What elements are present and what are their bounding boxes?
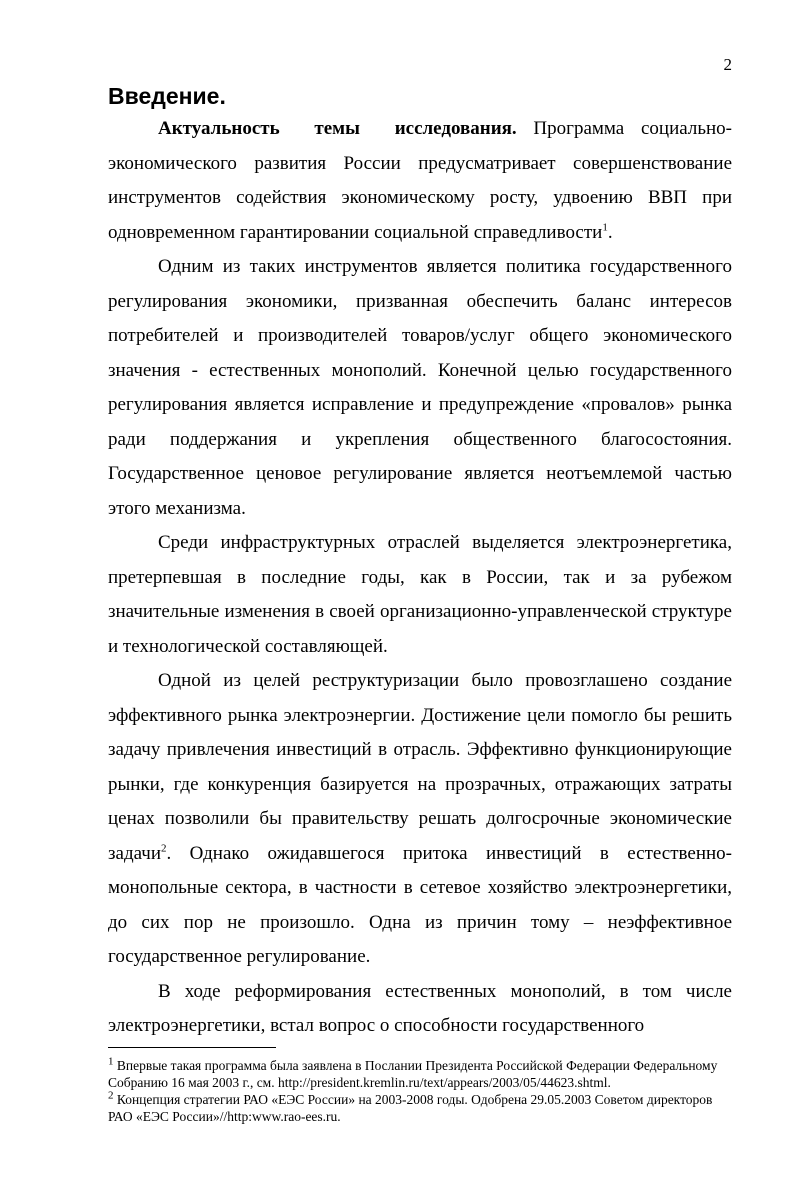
relevance-text-end: . <box>607 221 613 243</box>
footnote-divider <box>108 1047 276 1048</box>
footnote-ref-2[interactable]: 2 <box>161 842 167 855</box>
paragraph-regulation: Одним из таких инструментов является политика государственного регулирования экономики, призванная обеспечить баланс интересов потребителей и производителей товаров/услуг общего экономического значения - естественных монополий. Конечной целью государственного регулирования является исправление и предупреждение «провалов» рынка ради поддержания и укрепления общественного благосостояния. Государственное ценовое регулирование является неотъемлемой частью этого механизма. <box>108 256 732 519</box>
footnote-2 <box>108 1091 728 1125</box>
footnote-text: Впервые такая программа была заявлена в Послании Президента Российской Федерации Федеральному Собранию 16 мая 2003 г., см. http://president.kremlin.ru/text/appears/2003/05/44623.shtml. <box>108 1058 718 1090</box>
restructuring-text-rest: . Однако ожидавшегося притока инвестиций в естественно-монопольные сектора, в частности в сетевое хозяйство электроэнергетики, до сих пор не произошло. Одна из причин тому – неэффективное государственное регулирование. <box>108 842 732 967</box>
relevance-lead: Актуальность темы исследования. <box>158 118 517 139</box>
restructuring-text: Одной из целей реструктуризации было провозглашено создание эффективного рынка электроэнергии. Достижение цели помогло бы решить задачу привлечения инвестиций в отрасль. Эффективно функционирующие рынки, где конкуренция базируется на прозрачных, отражающих затраты ценах позволили бы правительству решать долгосрочные экономические задачи <box>108 670 732 864</box>
footnotes <box>108 1057 728 1125</box>
footnote-ref-1[interactable]: 1 <box>602 221 608 234</box>
footnote-text: Концепция стратегии РАО «ЕЭС России» на 2003-2008 годы. Одобрена 29.05.2003 Советом директоров РАО «ЕЭС России»//http:www.rao-ees.ru. <box>108 1092 713 1124</box>
relevance-text: Программа социально-экономического развития России предусматривает совершенствование инструментов содействия экономическому росту, удвоению ВВП при одновременном гарантировании социальной справедливости <box>108 118 732 243</box>
paragraph-restructuring <box>108 664 732 975</box>
main-text <box>108 112 732 1044</box>
paragraph-relevance <box>108 112 732 250</box>
footnote-number: 1 <box>108 1055 114 1068</box>
footnote-number: 2 <box>108 1089 114 1102</box>
section-heading: Введение. <box>108 83 226 109</box>
footnote-1 <box>108 1057 728 1091</box>
page-number: 2 <box>723 55 732 74</box>
paragraph-electricity: Среди инфраструктурных отраслей выделяется электроэнергетика, претерпевшая в последние годы, как в России, так и за рубежом значительные изменения в своей организационно-управленческой структуре и технологической составляющей. <box>108 532 732 657</box>
paragraph-reform: В ходе реформирования естественных монополий, в том числе электроэнергетики, встал вопрос о способности государственного <box>108 980 732 1036</box>
